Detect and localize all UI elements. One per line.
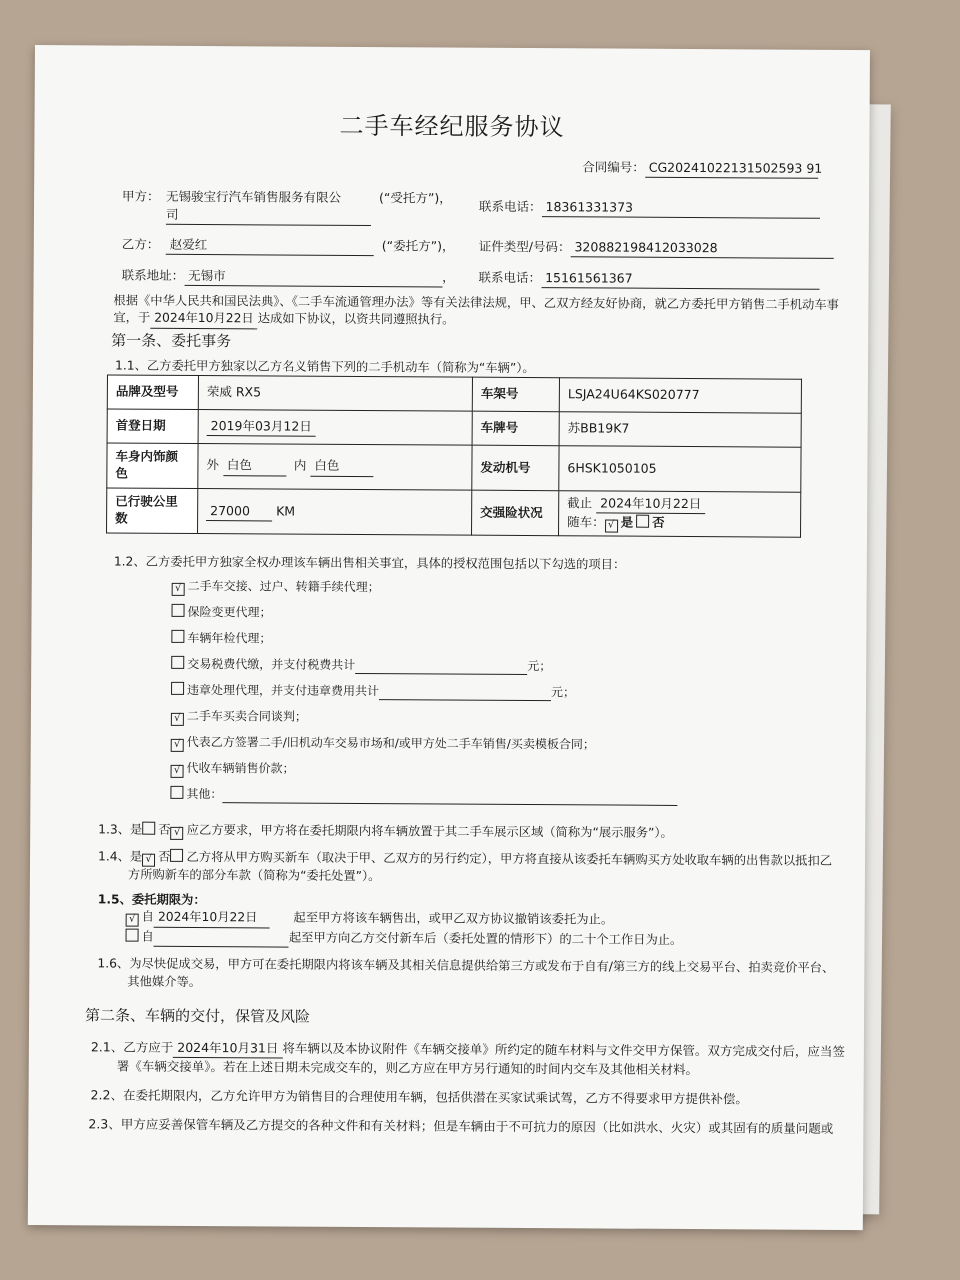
vin-value: LSJA24U64KS020777 bbox=[559, 378, 801, 413]
reg-date-label: 首登日期 bbox=[107, 409, 198, 444]
section-1-title: 第一条、委托事务 bbox=[111, 331, 232, 351]
table-row bbox=[107, 443, 801, 492]
brand-label: 品牌及型号 bbox=[107, 375, 198, 410]
period-option-2-checkbox[interactable] bbox=[126, 929, 139, 942]
section-2-title: 第二条、车辆的交付，保管及风险 bbox=[85, 1006, 311, 1026]
clause-1-2: 1.2、乙方委托甲方独家全权办理该车辆出售相关事宜，具体的授权范围包括以下勾选的项目： bbox=[113, 554, 626, 572]
disposal-no-checkbox[interactable] bbox=[170, 849, 183, 862]
party-a-label: 甲方： bbox=[122, 188, 160, 204]
period-option-1: √ 自 2024年10月22日 起至甲方将该车辆售出，或甲乙双方协议撤销该委托为止。 bbox=[126, 909, 614, 931]
insurance-yes-checkbox[interactable]: √ bbox=[605, 520, 618, 533]
auth-item-transfer: √ 二手车交接、过户、转籍手续代理； bbox=[172, 578, 380, 597]
party-b-id: 证件类型/号码： 320882198412033028 bbox=[479, 238, 834, 259]
vehicle-table bbox=[106, 374, 802, 537]
clause-2-1-cont: 署《车辆交接单》。若在上述日期未完成交车的，则乙方应在甲方另行通知的时间内交车及其他相关材料。 bbox=[116, 1058, 699, 1078]
intro-line-1: 根据《中华人民共和国民法典》、《二手车流通管理办法》等有关法律法规，甲、乙双方经友好协商，就乙方委托甲方销售二手机动车事 bbox=[113, 293, 839, 312]
other-blank[interactable] bbox=[222, 791, 677, 807]
party-b-address: 联系地址： 无锡市 ， bbox=[122, 267, 455, 288]
plate-value: 苏BB19K7 bbox=[559, 412, 801, 447]
auth-item-collect: √ 代收车辆销售价款； bbox=[171, 760, 295, 779]
clause-1-3: 1.3、是 否 √ 应乙方要求，甲方将在委托期限内将车辆放置于其二手车展示区域（简称为“展示服务”）。 bbox=[98, 822, 673, 840]
auth-item-negotiation: √ 二手车买卖合同谈判； bbox=[171, 708, 307, 727]
clause-1-4: 1.4、是 √ 否 乙方将从甲方购买新车（取决于甲、乙双方的另行约定），甲方将直接从该委托车辆购买方处收取车辆的出售款以抵扣乙 bbox=[98, 849, 833, 868]
auth-transfer-checkbox[interactable]: √ bbox=[172, 583, 185, 596]
contract-page bbox=[28, 45, 870, 1230]
period-option-2: 自 起至甲方向乙方交付新车后（委托处置的情形下）的二十个工作日为止。 bbox=[125, 929, 682, 950]
engine-label: 发动机号 bbox=[472, 445, 559, 491]
party-a-phone: 联系电话： 18361331373 bbox=[479, 198, 820, 219]
clause-2-2: 2.2、在委托期限内，乙方允许甲方为销售目的合理使用车辆，包括供潜在买家试乘试驾，乙方不得要求甲方提供补偿。 bbox=[90, 1087, 749, 1107]
auth-inspection-checkbox[interactable] bbox=[171, 630, 184, 643]
mileage-value: 27000 KM bbox=[198, 489, 472, 536]
party-b-role: (“委托方”)， bbox=[381, 238, 455, 254]
auth-item-other: 其他： bbox=[170, 786, 677, 806]
auth-other-checkbox[interactable] bbox=[170, 786, 183, 799]
insurance-label: 交强险状况 bbox=[472, 490, 559, 536]
auth-item-violation: 违章处理代理，并支付违章费用共计 元； bbox=[171, 682, 575, 702]
auth-item-inspection: 车辆年检代理； bbox=[171, 630, 271, 648]
party-a-role: (“受托方”)， bbox=[379, 190, 452, 206]
engine-value: 6HSK1050105 bbox=[559, 446, 801, 492]
auth-violation-checkbox[interactable] bbox=[171, 682, 184, 695]
clause-1-1: 1.1、乙方委托甲方独家以乙方名义销售下列的二手机动车（简称为“车辆”）。 bbox=[115, 358, 535, 376]
display-no-checkbox[interactable]: √ bbox=[171, 827, 184, 840]
plate-label: 车牌号 bbox=[472, 411, 559, 446]
auth-item-sign: √ 代表乙方签署二手/旧机动车交易市场和/或甲方处二手车销售/买卖模板合同； bbox=[171, 734, 595, 755]
clause-1-4-cont: 方所购新车的部分车款（简称为“委托处置”）。 bbox=[127, 867, 381, 884]
period-option-1-checkbox[interactable]: √ bbox=[126, 914, 139, 927]
display-yes-checkbox[interactable] bbox=[142, 822, 155, 835]
disposal-yes-checkbox[interactable]: √ bbox=[142, 854, 155, 867]
table-row bbox=[107, 409, 801, 447]
tax-amount-blank[interactable] bbox=[355, 661, 527, 675]
insurance-value: 截止 2024年10月22日 随车： √ 是 否 bbox=[559, 491, 801, 538]
clause-1-5-title: 1.5、委托期限为： bbox=[97, 892, 206, 908]
brand-value: 荣威 RX5 bbox=[198, 376, 472, 412]
auth-insurance-checkbox[interactable] bbox=[172, 604, 185, 617]
reg-date-value: 2019年03月12日 bbox=[198, 410, 472, 446]
insurance-no-checkbox[interactable] bbox=[636, 515, 649, 528]
color-label: 车身内饰颜色 bbox=[107, 443, 198, 489]
party-b-phone: 联系电话： 15161561367 bbox=[479, 269, 820, 290]
table-row bbox=[107, 488, 801, 537]
auth-negotiation-checkbox[interactable]: √ bbox=[171, 713, 184, 726]
period-date-blank[interactable] bbox=[154, 934, 289, 948]
document-title: 二手车经纪服务协议 bbox=[339, 111, 565, 142]
clause-2-3: 2.3、甲方应妥善保管车辆及乙方提交的各种文件和有关材料；但是车辆由于不可抗力的原因（比如洪水、火灾）或其固有的质量问题或 bbox=[88, 1116, 834, 1136]
violation-amount-blank[interactable] bbox=[379, 688, 551, 702]
color-value: 外 白色 内 白色 bbox=[198, 444, 472, 491]
mileage-label: 已行驶公里数 bbox=[107, 488, 198, 534]
party-b-name: 赵爱红 bbox=[166, 236, 374, 256]
auth-tax-checkbox[interactable] bbox=[171, 656, 184, 669]
contract-number: 合同编号： CG20241022131502593 91 bbox=[582, 158, 818, 179]
auth-collect-checkbox[interactable]: √ bbox=[171, 765, 184, 778]
table-row bbox=[107, 375, 801, 413]
intro-line-2: 宜，于 2024年10月22日 达成如下协议，以资共同遵照执行。 bbox=[113, 309, 454, 330]
party-b-label: 乙方： bbox=[121, 236, 160, 252]
vin-label: 车架号 bbox=[472, 377, 559, 412]
contract-number-value: CG20241022131502593 91 bbox=[645, 159, 818, 179]
party-a-name: 无锡骏宝行汽车销售服务有限公 司 bbox=[166, 188, 371, 227]
auth-item-tax: 交易税费代缴，并支付税费共计 元； bbox=[171, 656, 551, 676]
clause-2-1: 2.1、乙方应于 2024年10月31日 将车辆以及本协议附件《车辆交接单》所约定的随车材料与文件交甲方保管。双方完成交付后，应当签 bbox=[90, 1039, 845, 1059]
clause-1-6-cont: 其他媒介等。 bbox=[127, 974, 202, 990]
auth-sign-checkbox[interactable]: √ bbox=[171, 739, 184, 752]
clause-1-6: 1.6、为尽快促成交易，甲方可在委托期限内将该车辆及其相关信息提供给第三方或发布于自有/第三方的线上交易平台、拍卖竞价平台、 bbox=[97, 956, 835, 975]
auth-item-insurance: 保险变更代理； bbox=[171, 604, 271, 622]
